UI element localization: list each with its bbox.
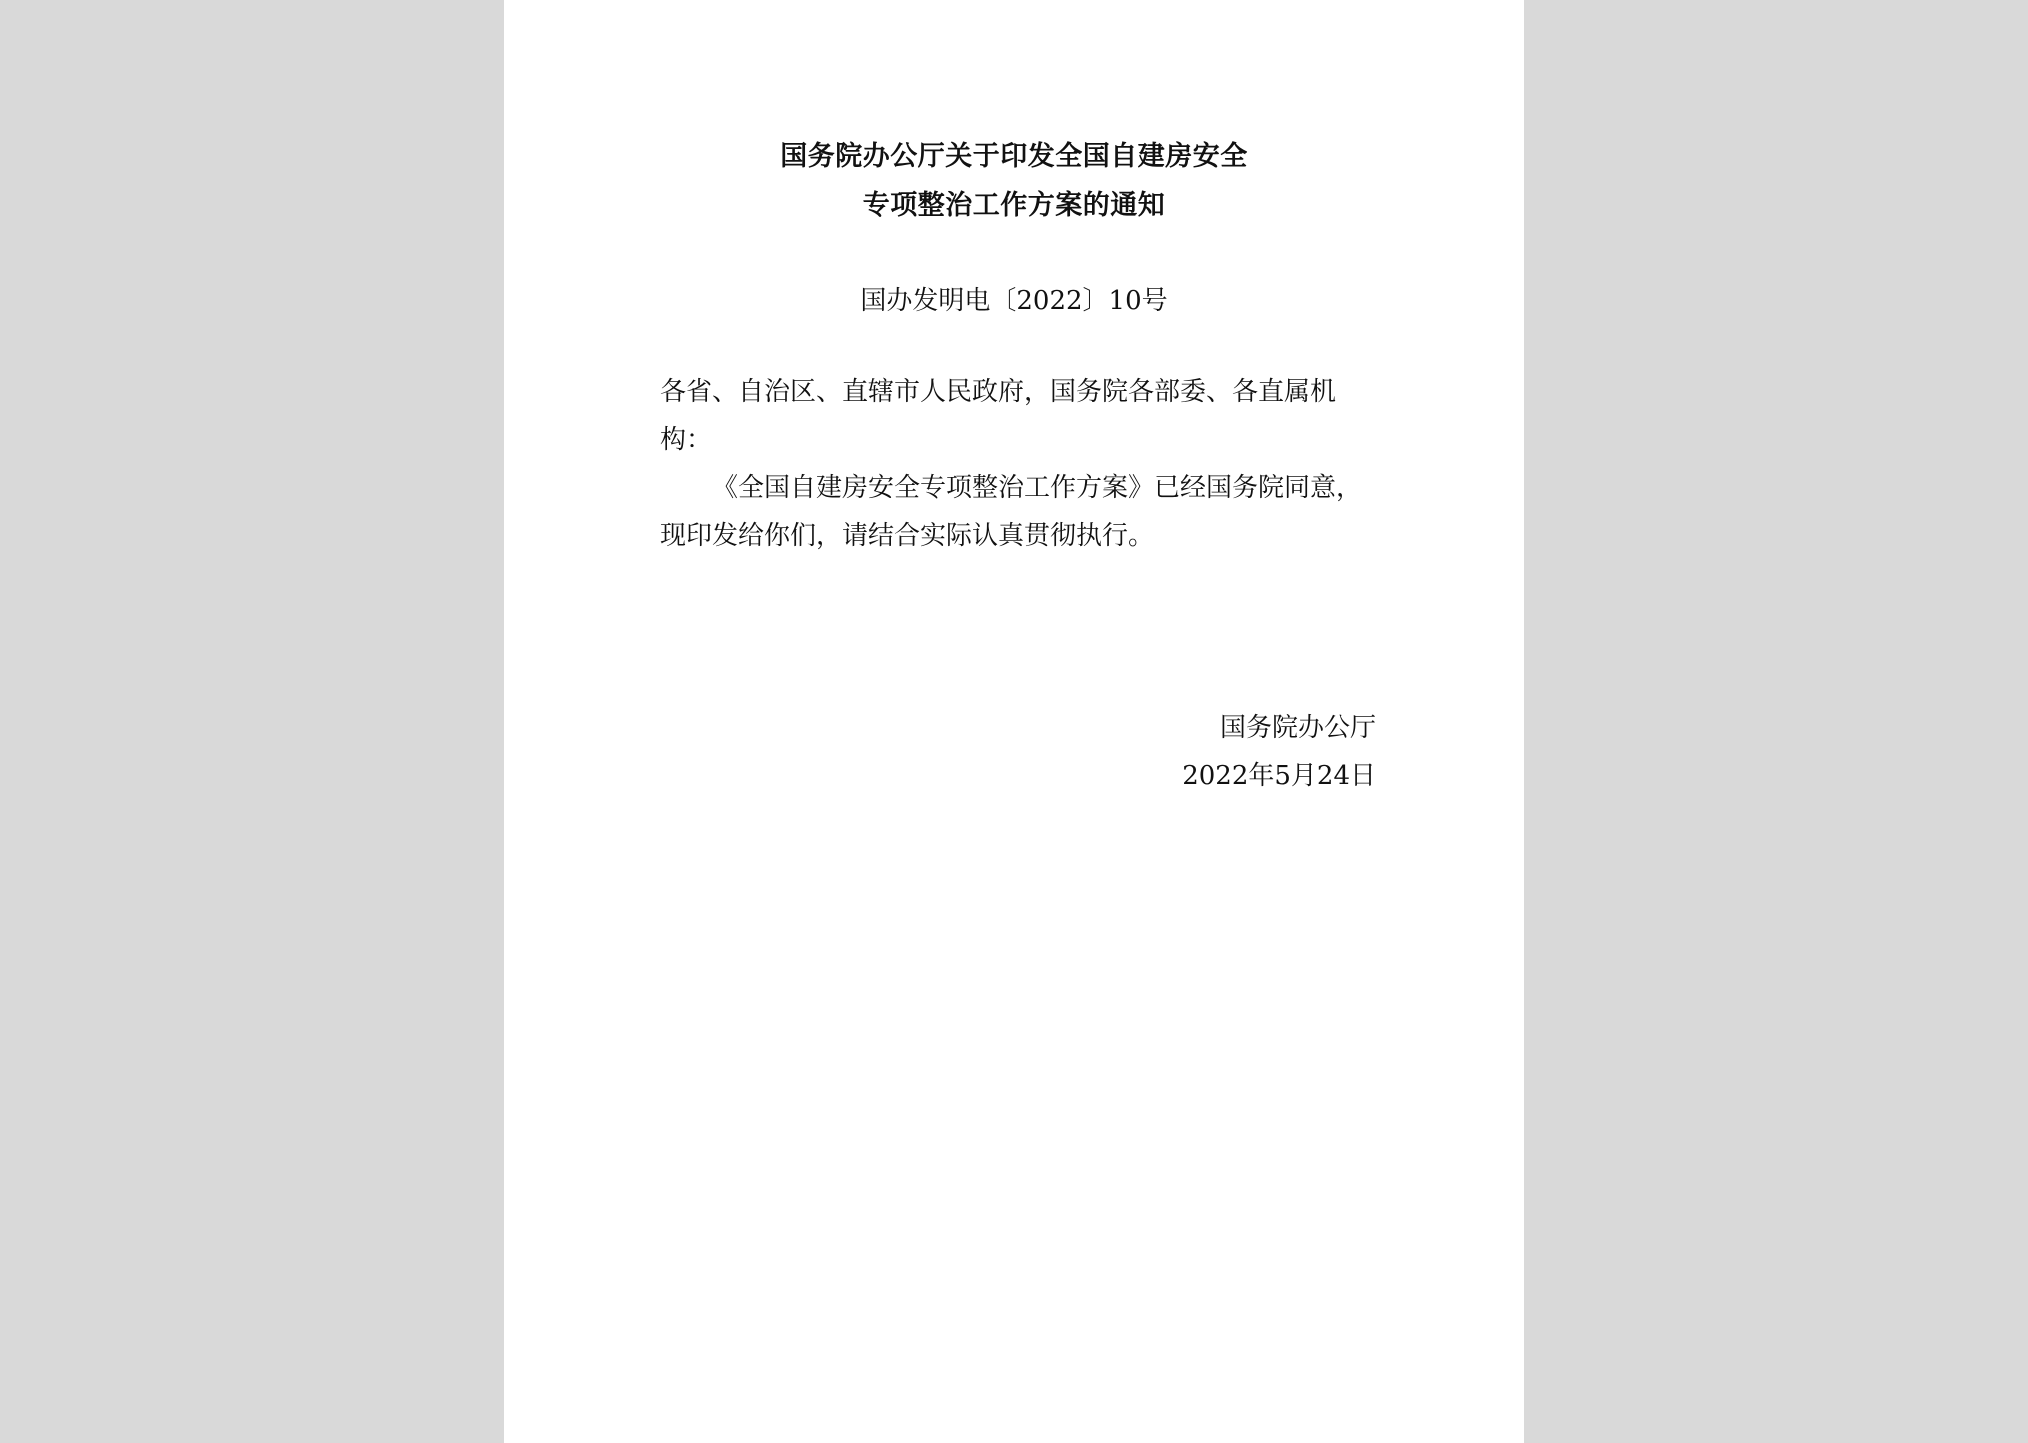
document-page xyxy=(504,0,1524,1443)
document-title-line-1: 国务院办公厅关于印发全国自建房安全 xyxy=(780,141,1248,172)
document-title-line-2: 专项整治工作方案的通知 xyxy=(862,190,1166,221)
issue-date: 2022年5月24日 xyxy=(1182,761,1376,791)
issuer: 国务院办公厅 xyxy=(1219,713,1376,743)
document-number: 国办发明电〔2022〕10号 xyxy=(860,286,1168,316)
addressee: 各省、自治区、直辖市人民政府，国务院各部委、各直属机构： xyxy=(660,377,1337,455)
body-paragraph: 《全国自建房安全专项整治工作方案》已经国务院同意，现印发给你们，请结合实际认真贯彻执行。 xyxy=(660,473,1363,551)
signature-block xyxy=(660,704,1376,800)
